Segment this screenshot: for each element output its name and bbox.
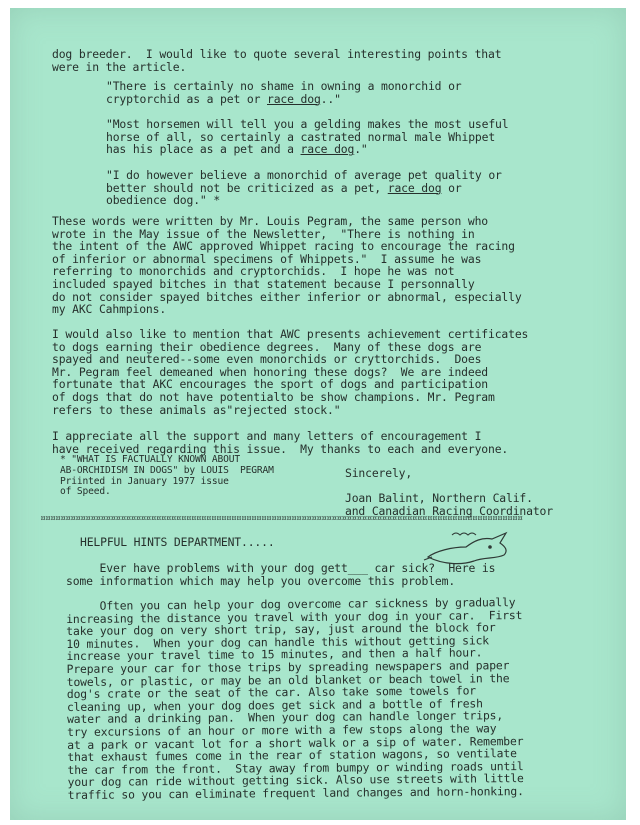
hints-heading: HELPFUL HINTS DEPARTMENT..... [80,535,275,549]
newsletter-page [10,8,626,820]
letter-paragraph-1: dog breeder. I would like to quote several interesting points that were in the article. [52,47,502,74]
hints-intro: Ever have problems with your dog gett___ car sick? Here is some information which may help you overcome this problem. [66,561,496,588]
section-separator: ¤¤¤¤¤¤¤¤¤¤¤¤¤¤¤¤¤¤¤¤¤¤¤¤¤¤¤¤¤¤¤¤¤¤¤¤¤¤¤¤¤¤¤¤¤¤¤¤¤¤¤¤¤¤¤¤¤¤¤¤¤¤¤¤¤¤¤¤¤¤¤¤¤¤¤¤¤¤¤¤¤¤¤¤¤¤¤¤¤¤¤¤¤¤¤¤ [40,513,522,524]
quote-2: "Most horsemen will tell you a gelding makes the most useful horse of all, so certainly a castrated normal male Whippet has his place as a pet and a race dog." [106,117,509,157]
letter-paragraph-3: I would also like to mention that AWC presents achievement certificates to dogs earning their obedience degrees. Many of these dogs are spayed and neutered--some even monorchids or cryttorchids. Does Mr. Pegram feel demeaned when honoring these dogs? We are indeed fortunate that AKC encourages the sport of dogs and participation of dogs that do not have potentialto be show champions. Mr. Pegram refers to these animals as"rejected stock." [52,327,529,417]
letter-paragraph-4: I appreciate all the support and many letters of encouragement I have received regarding this issue. My thanks to each and everyone. [52,429,509,456]
footnote: * "WHAT IS FACTUALLY KNOWN ABOUT AB-ORCHIDISM IN DOGS" by LOUIS PEGRAM Priinted in January 1977 issue of Speed. [60,454,274,498]
signature-block: Sincerely, Joan Balint, Northern Calif. and Canadian Racing Coordinator [345,466,553,518]
letter-paragraph-2: These words were written by Mr. Louis Pegram, the same person who wrote in the May issue of the Newsletter, "There is nothing in the intent of the AWC approved Whippet racing to encourage the racing of inferior or abnormal specimens of Whippets." I assume he was referring to monorchids and cryptorchids. I hope he was not included spayed bitches in that statement because I personnally do not consider spayed bitches either inferior or abnormal, especially my AKC Cahmpions. [52,214,522,317]
quote-1: "There is certainly no shame in owning a monorchid or cryptorchid as a pet or race dog.." [106,79,462,106]
quote-3: "I do however believe a monorchid of average pet quality or better should not be criticized as a pet, race dog or obedience dog." * [106,168,502,208]
hints-body: Often you can help your dog overcome car sickness by gradually increasing the distance you travel with your dog in your car. First take your dog on very short trip, say, just around the block for 10 minutes. When your dog can handle this without getting sick increase your travel time to 15 minutes, and then a half hour. Prepare your car for those trips by spreading newspapers and paper towels, or plastic, or may be an old blanket or beach towel in the dog's crate or the seat of the car. Also take some towels for cleaning up, when your dog does get sick and a bottle of fresh water and a drinking pan. When your dog can handle longer trips, try excursions of an hour or more with a few stops along the way at a park or vacant lot for a short walk or a sip of water. Remember that exhaust fumes come in the rear of station wagons, so ventilate the car from the front. Stay away from bumpy or winding roads until your dog can ride without getting sick. Also use streets with little traffic so you can eliminate frequent land changes and horn-honking. [65,595,524,802]
